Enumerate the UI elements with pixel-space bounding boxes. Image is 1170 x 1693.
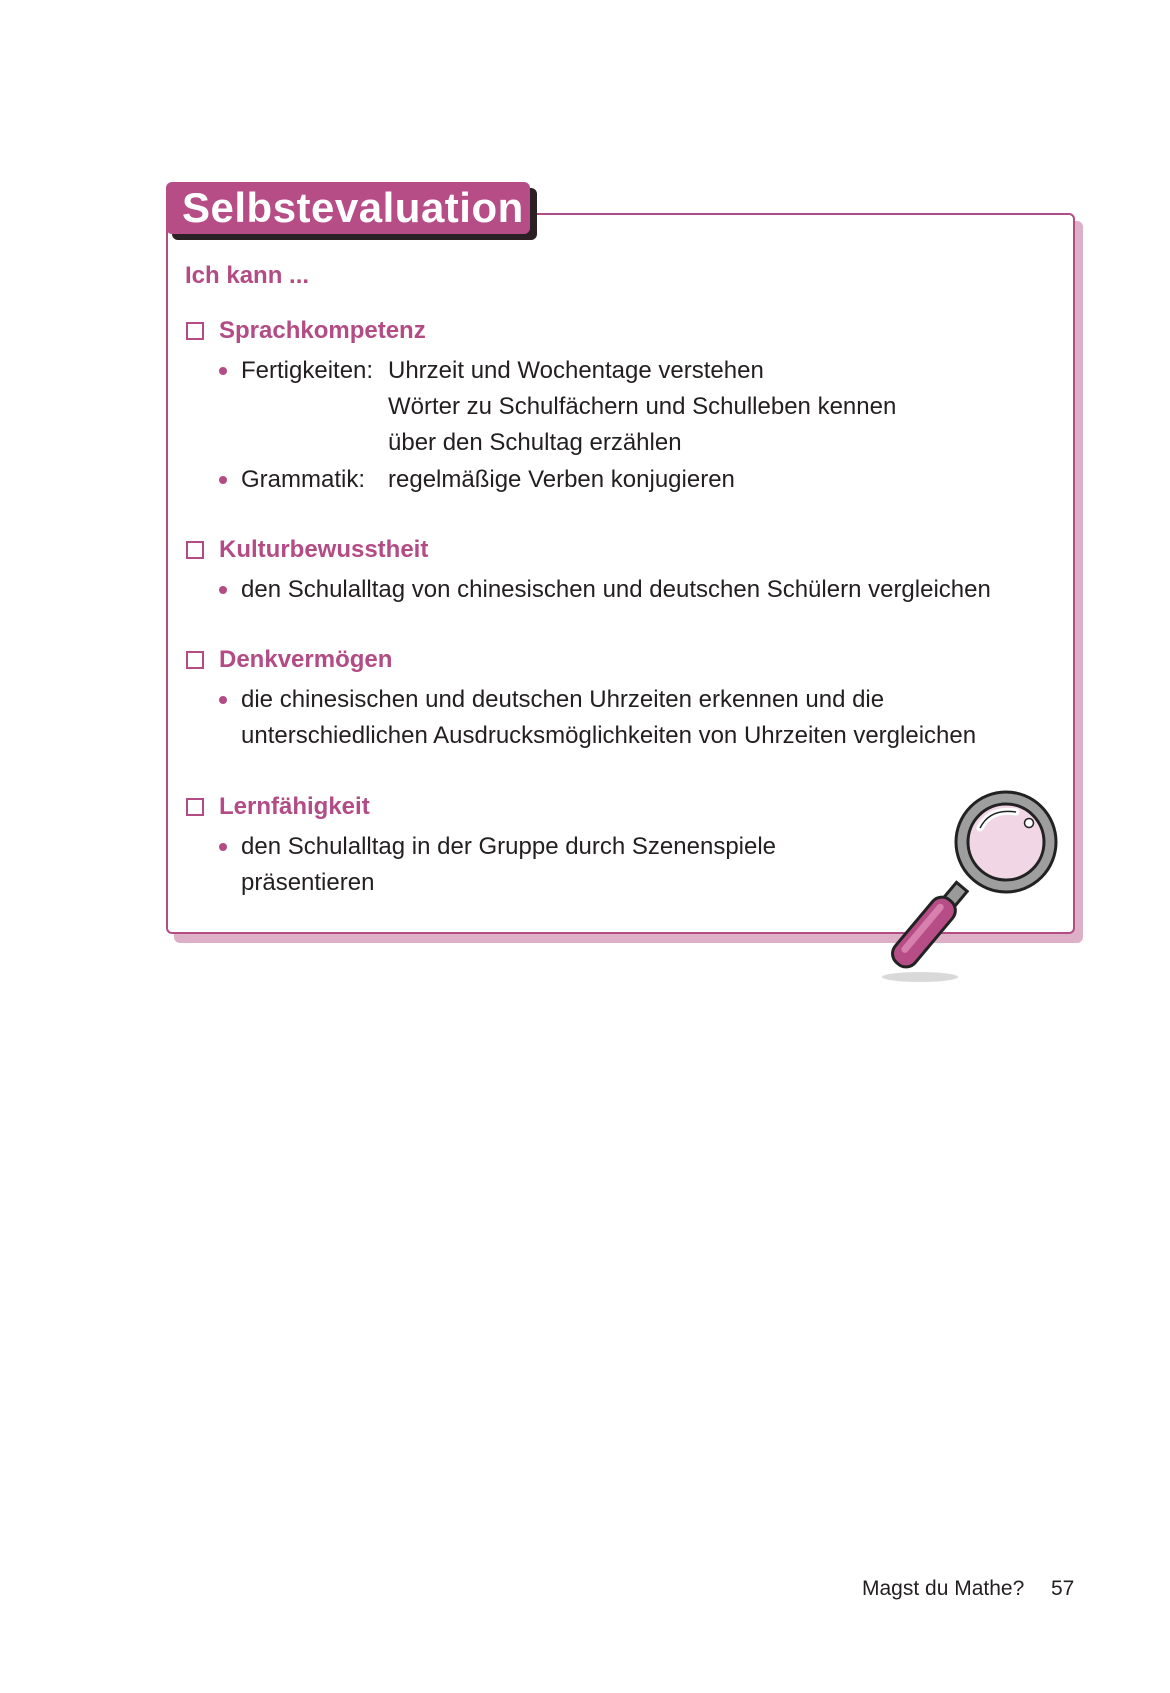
bullet-icon — [219, 476, 227, 484]
checkbox[interactable] — [186, 651, 204, 669]
checkbox[interactable] — [186, 798, 204, 816]
bullet-icon — [219, 843, 227, 851]
intro-text: Ich kann ... — [185, 262, 310, 289]
item-text: unterschiedlichen Ausdrucksmöglichkeiten von Uhrzeiten vergleichen — [241, 722, 977, 749]
item-text: Wörter zu Schulfächern und Schulleben kennen — [388, 393, 897, 420]
checkbox[interactable] — [186, 322, 204, 340]
bullet-icon — [219, 367, 227, 375]
section-heading-sprachkompetenz — [186, 317, 426, 345]
bullet-icon — [219, 586, 227, 594]
footer-page-number: 57 — [1051, 1577, 1075, 1600]
section-heading-denkvermoegen — [186, 646, 392, 674]
item-text: Uhrzeit und Wochentage verstehen — [388, 357, 764, 384]
item-text: über den Schultag erzählen — [388, 429, 682, 456]
item-text: die chinesischen und deutschen Uhrzeiten erkennen und die — [241, 686, 885, 713]
section-label: Denkvermögen — [219, 646, 393, 673]
section-label: Kulturbewusstheit — [219, 536, 429, 563]
section-heading-lernfaehigkeit — [186, 793, 370, 821]
section-heading-kulturbewusstheit — [186, 536, 428, 564]
item-text: den Schulalltag von chinesischen und deutschen Schülern vergleichen — [241, 576, 991, 603]
section-label: Lernfähigkeit — [219, 793, 370, 820]
page-title: Selbstevaluation — [166, 182, 530, 234]
footer-chapter: Magst du Mathe? — [862, 1577, 1025, 1600]
bullet-icon — [219, 696, 227, 704]
item-label: Grammatik: — [241, 466, 366, 493]
item-text: präsentieren — [241, 869, 375, 896]
checkbox[interactable] — [186, 541, 204, 559]
item-text: regelmäßige Verben konjugieren — [388, 466, 735, 493]
magnifying-glass-icon — [870, 780, 1070, 990]
item-text: den Schulalltag in der Gruppe durch Szenenspiele — [241, 833, 777, 860]
section-label: Sprachkompetenz — [219, 317, 426, 344]
item-label: Fertigkeiten: — [241, 357, 374, 384]
